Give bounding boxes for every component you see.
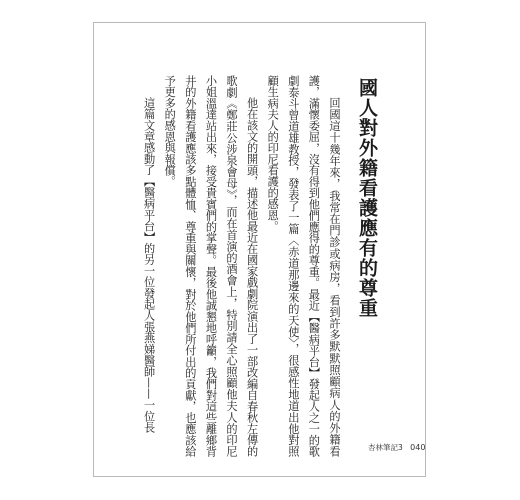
article-title: 國人對外籍看護應有的尊重: [356, 78, 378, 318]
book-page: [93, 22, 426, 477]
page-footer: [368, 442, 425, 453]
article-body: [138, 75, 344, 457]
paragraph: 這篇文章感動了【醫病平台】的另一位發起人張燕娣醫師——一位長: [142, 97, 156, 434]
running-footer-book-title: 杏林筆記3: [368, 443, 403, 452]
paragraph: 他在該文的開頭，描述他最近在國家戲劇院演出了一部改編自春秋左傳的歌劇《鄭莊公涉泉會母》，而在首演的酒會上，特別請全心照顧他夫人的印尼小姐溫達站出來，接受貴賓們的掌聲。最後他誠懇地呼籲，我們對這些離鄉背井的外籍看護應該多點體恤、尊重與關懷，對於他們所付出的貢獻，也應該給予更多的感恩與報償。: [163, 75, 259, 457]
paragraph: 回國這十幾年來，我常在門診或病房，看到許多默默照顧病人的外籍看護，滿懷委屈，沒有得到他們應得的尊重。最近【醫病平台】發起人之一的歌劇泰斗曾道雄教授，發表了一篇〈赤道那邊來的天使〉，很感性地道出他對照顧生病夫人的印尼看護的感恩。: [266, 75, 341, 457]
page-number: 040: [410, 443, 426, 452]
